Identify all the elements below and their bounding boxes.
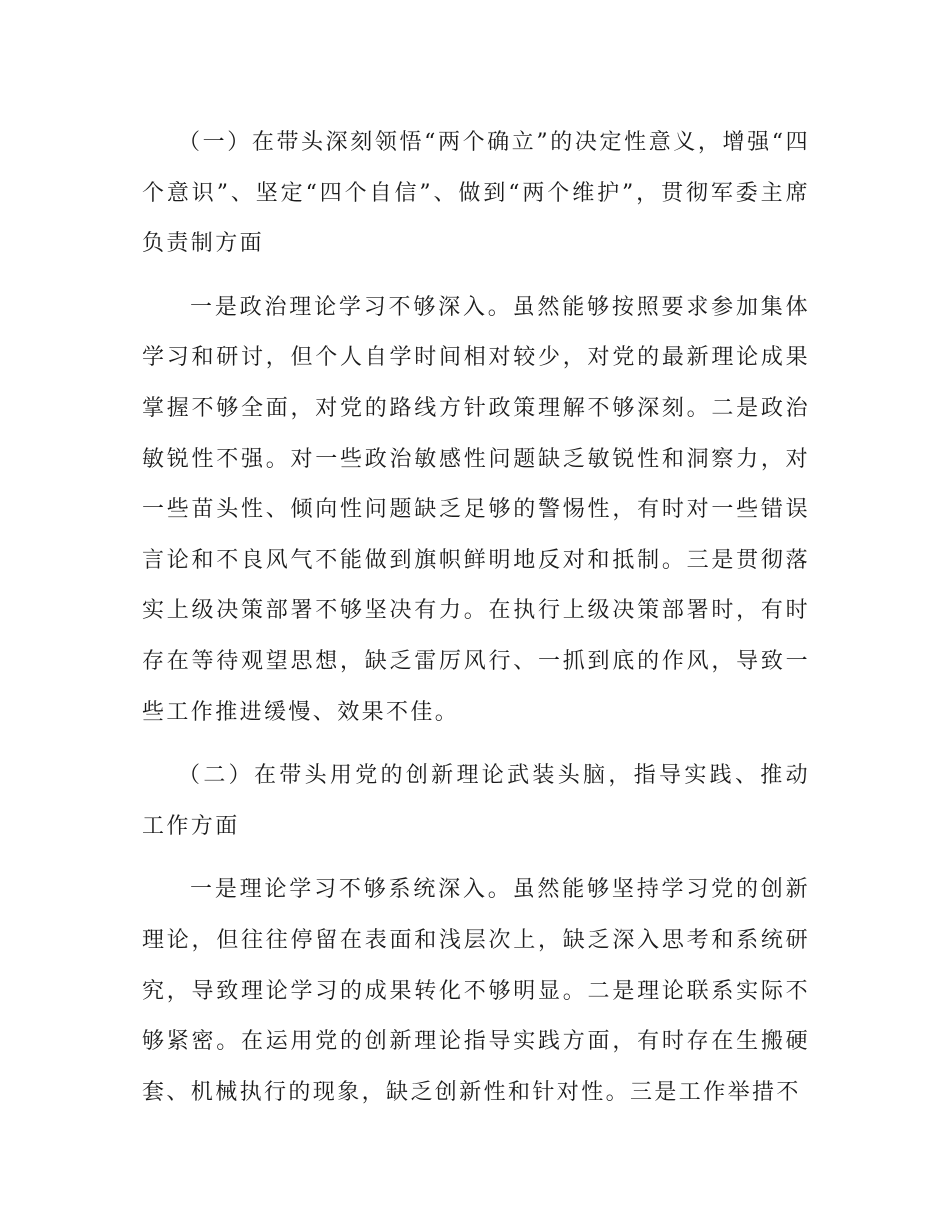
section-1-heading: （一）在带头深刻领悟“两个确立”的决定性意义，增强“四个意识”、坚定“四个自信”、做到“两个维护”，贯彻军委主席负责制方面 [142,130,810,257]
section-2-body: 一是理论学习不够系统深入。虽然能够坚持学习党的创新理论，但往往停留在表面和浅层次上，缺乏深入思考和系统研究，导致理论学习的成果转化不够明显。二是理论联系实际不够紧密。在运用党的创新理论指导实践方面，有时存在生搬硬套、机械执行的现象，缺乏创新性和针对性。三是工作举措不 [142,877,810,1105]
section-1-body: 一是政治理论学习不够深入。虽然能够按照要求参加集体学习和研讨，但个人自学时间相对较少，对党的最新理论成果掌握不够全面，对党的路线方针政策理解不够深刻。二是政治敏锐性不强。对一些政治敏感性问题缺乏敏锐性和洞察力，对一些苗头性、倾向性问题缺乏足够的警惕性，有时对一些错误言论和不良风气不能做到旗帜鲜明地反对和抵制。三是贯彻落实上级决策部署不够坚决有力。在执行上级决策部署时，有时存在等待观望思想，缺乏雷厉风行、一抓到底的作风，导致一些工作推进缓慢、效果不佳。 [142,294,810,725]
section-2-heading: （二）在带头用党的创新理论武装头脑，指导实践、推动工作方面 [142,763,810,839]
document-body [142,118,810,1131]
